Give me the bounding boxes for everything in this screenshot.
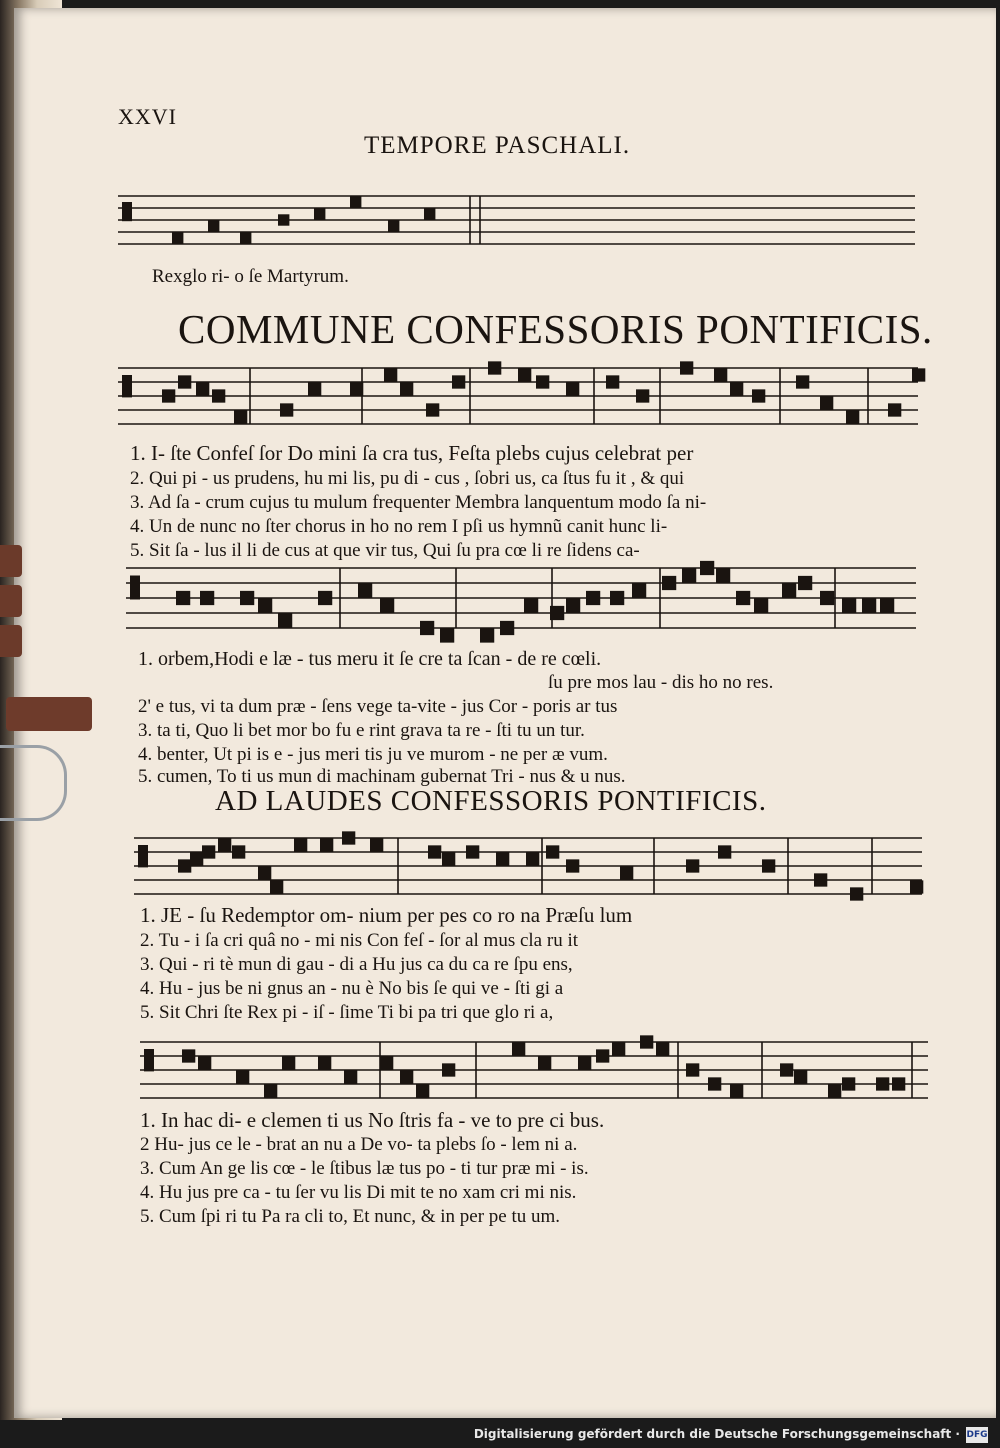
neume	[350, 382, 363, 395]
neume	[754, 598, 768, 612]
verse-line: 5. Sit Chri ſte Rex pi - iſ - ſime Ti bi pa tri que glo ri a,	[140, 1002, 554, 1023]
neume	[318, 591, 332, 605]
neume	[202, 845, 215, 858]
section-title-ad-laudes: AD LAUDES CONFESSORIS PONTIFICIS.	[215, 785, 767, 817]
neume	[198, 1056, 211, 1069]
neume	[442, 1063, 455, 1076]
neume	[182, 1049, 195, 1062]
neume	[566, 859, 579, 872]
neume	[500, 621, 514, 635]
neume	[640, 1035, 653, 1048]
footer-bar	[0, 1420, 1000, 1448]
neume	[550, 606, 564, 620]
neume	[294, 838, 307, 851]
rex-gloriose-text: Rexglo ri- o ſe Martyrum.	[152, 266, 349, 287]
neume	[718, 845, 731, 858]
verse-line: 1. JE - ſu Redemptor om- nium per pes co ro na Præſu lum	[140, 903, 633, 927]
neume	[282, 1056, 295, 1069]
neume	[384, 368, 397, 381]
neume	[518, 368, 531, 381]
neume	[232, 845, 245, 858]
neume	[708, 1077, 721, 1090]
neume	[178, 859, 191, 872]
neume	[400, 1070, 413, 1083]
neume	[218, 838, 231, 851]
neume	[612, 1042, 625, 1055]
neume	[240, 232, 251, 243]
neume	[278, 613, 292, 627]
staff-3	[126, 561, 916, 643]
verse-line: 4. Hu - jus be ni gnus an - nu è No bis ſe qui ve - ſti gi a	[140, 978, 564, 999]
verse-line: ſu pre mos lau - dis ho no res.	[548, 672, 774, 693]
neume	[876, 1077, 889, 1090]
neume	[320, 838, 333, 851]
page-number: XXVI	[118, 104, 177, 129]
neume	[850, 887, 863, 900]
neume	[400, 382, 413, 395]
neume	[752, 389, 765, 402]
neume	[814, 873, 827, 886]
neume	[526, 852, 539, 865]
neume	[236, 1070, 249, 1083]
neume	[610, 591, 624, 605]
neume	[780, 1063, 793, 1076]
neume	[636, 389, 649, 402]
neume	[536, 375, 549, 388]
verse-line: 3. Qui - ri tè mun di gau - di a Hu jus ca du ca re ſpu ens,	[140, 954, 573, 975]
neume	[420, 621, 434, 635]
verse-line: 1. orbem,Hodi e læ - tus meru it ſe cre ta ſcan - de re cœli.	[138, 648, 602, 670]
neume	[200, 591, 214, 605]
verse-line: 4. benter, Ut pi is e - jus meri tis ju ve murom - ne per æ vum.	[138, 744, 608, 765]
neume	[344, 1070, 357, 1083]
neume	[342, 831, 355, 844]
neume	[794, 1070, 807, 1083]
neume	[496, 852, 509, 865]
neume	[828, 1084, 841, 1097]
neume	[234, 410, 247, 423]
neume	[488, 361, 501, 374]
neume	[680, 361, 693, 374]
neume	[524, 598, 538, 612]
neume	[620, 866, 633, 879]
clef	[130, 576, 140, 600]
clef	[138, 845, 148, 867]
neume	[208, 220, 219, 231]
neume	[416, 1084, 429, 1097]
verse-line: 2. Tu - i ſa cri quâ no - mi nis Con feſ - ſor al mus cla ru it	[140, 930, 579, 951]
verse-line: 3. Ad ſa - crum cujus tu mulum frequenter Membra lanquentum modo ſa ni-	[130, 492, 707, 513]
neume	[258, 598, 272, 612]
neume	[606, 375, 619, 388]
neume	[682, 568, 696, 582]
neume	[442, 852, 455, 865]
neume	[196, 382, 209, 395]
clef	[122, 375, 132, 397]
neume	[270, 880, 283, 893]
neume	[596, 1049, 609, 1062]
neume	[842, 598, 856, 612]
neume	[264, 1084, 277, 1097]
neume	[586, 591, 600, 605]
staff-2	[118, 361, 925, 424]
neume	[892, 1077, 905, 1090]
neume	[314, 208, 325, 219]
neume	[428, 845, 441, 858]
neume	[578, 1056, 591, 1069]
verse-line: 1. I- ſte Confeſ ſor Do mini ſa cra tus, Feſta plebs cujus celebrat per	[130, 441, 694, 465]
neume	[656, 1042, 669, 1055]
neume	[162, 389, 175, 402]
neume	[846, 410, 859, 423]
verse-line: 3. Cum An ge lis cœ - le ſtibus læ tus po - ti tur præ mi - is.	[140, 1158, 589, 1179]
neume	[730, 1084, 743, 1097]
verse-line: 1. In hac di- e clemen ti us No ſtris fa - ve to pre ci bus.	[140, 1108, 605, 1132]
neume	[880, 598, 894, 612]
neume	[308, 382, 321, 395]
neume	[388, 220, 399, 231]
neume	[912, 368, 925, 381]
neume	[178, 375, 191, 388]
neume	[440, 628, 454, 642]
staff-4	[134, 831, 923, 900]
verse-line: 5. cumen, To ti us mun di machinam gubernat Tri - nus & u nus.	[138, 766, 626, 787]
neume	[842, 1077, 855, 1090]
neume	[736, 591, 750, 605]
neume	[350, 196, 361, 207]
neume	[212, 389, 225, 402]
neume	[380, 598, 394, 612]
verse-line: 2 Hu- jus ce le - brat an nu a De vo- ta plebs ſo - lem ni a.	[140, 1134, 578, 1155]
neume	[424, 208, 435, 219]
verse-line: 4. Hu jus pre ca - tu ſer vu lis Di mit te no xam cri mi nis.	[140, 1182, 577, 1203]
staff-1	[118, 196, 915, 244]
neume	[546, 845, 559, 858]
neume	[730, 382, 743, 395]
neume	[176, 591, 190, 605]
neume	[632, 583, 646, 597]
neume	[190, 852, 203, 865]
verse-line: 2' e tus, vi ta dum præ - ſens vege ta-vite - jus Cor - poris ar tus	[138, 696, 618, 717]
neume	[566, 382, 579, 395]
neume	[782, 583, 796, 597]
neume	[888, 403, 901, 416]
dfg-logo: DFG	[966, 1427, 988, 1443]
neume	[512, 1042, 525, 1055]
neume	[258, 866, 271, 879]
neume	[796, 375, 809, 388]
neume	[172, 232, 183, 243]
neume	[280, 403, 293, 416]
neume	[452, 375, 465, 388]
verse-line: 3. ta ti, Quo li bet mor bo fu e rint grava ta re - ſti tu un tur.	[138, 720, 585, 741]
neume	[662, 576, 676, 590]
neume	[762, 859, 775, 872]
neume	[370, 838, 383, 851]
neume	[798, 576, 812, 590]
verse-line: 4. Un de nunc no ſter chorus in ho no rem I pſi us hymnũ canit hunc li-	[130, 516, 668, 537]
verse-line: 2. Qui pi - us prudens, hu mi lis, pu di - cus , ſobri us, ca ſtus fu it , & qui	[130, 468, 685, 489]
neume	[820, 591, 834, 605]
footer-credit: Digitalisierung gefördert durch die Deutsche Forschungsgemeinschaft ·	[473, 1427, 960, 1441]
neume	[358, 583, 372, 597]
neume	[278, 214, 289, 225]
neume	[318, 1056, 331, 1069]
neume	[466, 845, 479, 858]
neume	[480, 628, 494, 642]
neume	[686, 1063, 699, 1076]
section-title-commune: COMMUNE CONFESSORIS PONTIFICIS.	[178, 306, 933, 352]
neume	[862, 598, 876, 612]
neume	[426, 403, 439, 416]
verse-line: 5. Sit ſa - lus il li de cus at que vir tus, Qui ſu pra cœ li re ſidens ca-	[130, 540, 640, 561]
neume	[716, 568, 730, 582]
clef	[122, 202, 132, 221]
neume	[820, 396, 833, 409]
running-head: TEMPORE PASCHALI.	[364, 132, 631, 159]
neume	[380, 1056, 393, 1069]
neume	[240, 591, 254, 605]
clef	[144, 1049, 154, 1071]
neume	[686, 859, 699, 872]
neume	[714, 368, 727, 381]
neume	[910, 880, 923, 893]
verse-line: 5. Cum ſpi ri tu Pa ra cli to, Et nunc, & in per pe tu um.	[140, 1206, 561, 1227]
neume	[566, 598, 580, 612]
staff-5	[140, 1035, 928, 1098]
neume	[538, 1056, 551, 1069]
neume	[700, 561, 714, 575]
